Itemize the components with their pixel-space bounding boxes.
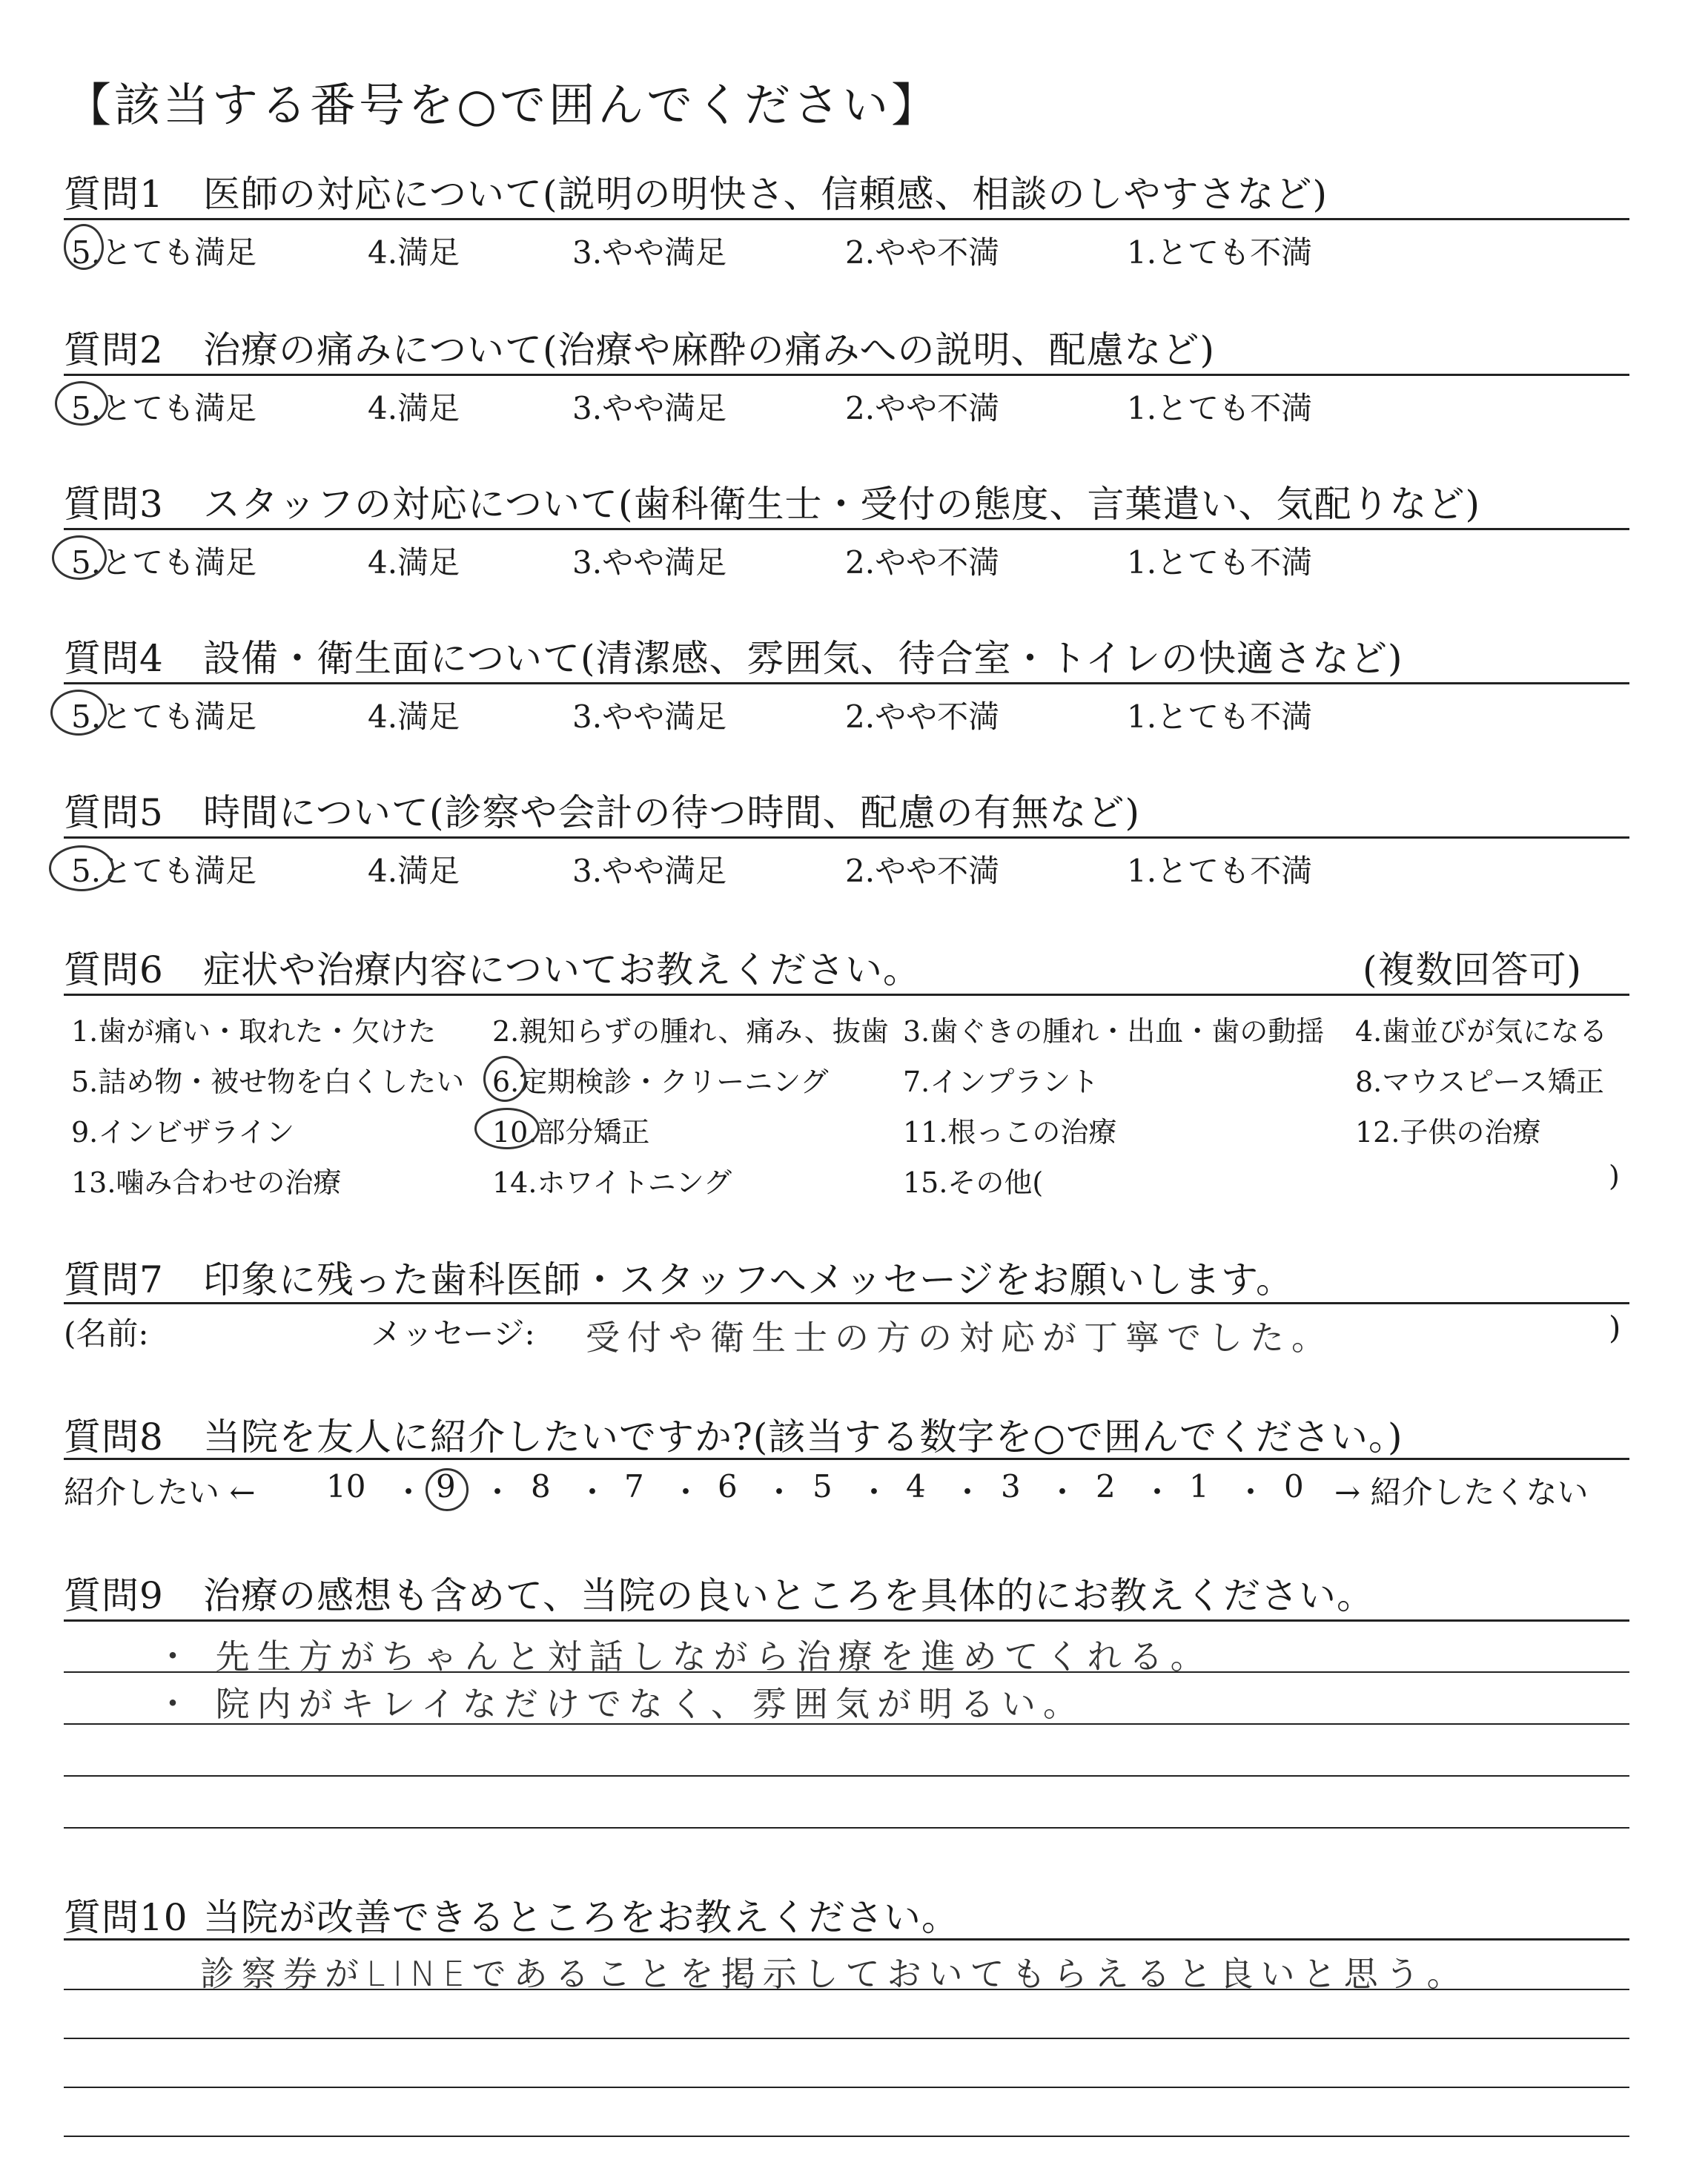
q1-selection-circle <box>64 224 104 270</box>
question-8-number: 質問8 <box>64 1416 164 1459</box>
q6-option-5[interactable]: 5.詰め物・被せ物を白くしたい <box>71 1066 465 1098</box>
question-9 <box>64 1566 1374 1619</box>
q4-option-2[interactable]: 2.やや不満 <box>845 698 1000 735</box>
question-7-number: 質問7 <box>64 1258 164 1301</box>
q6-option-14[interactable]: 14.ホワイトニング <box>492 1166 732 1199</box>
q8-score-1[interactable]: 1 <box>1189 1468 1209 1505</box>
question-9-text: 治療の感想も含めて、当院の良いところを具体的にお教えください。 <box>203 1574 1374 1617</box>
q4-option-1[interactable]: 1.とても不満 <box>1127 698 1313 735</box>
q6-option-13[interactable]: 13.噛み合わせの治療 <box>71 1166 342 1199</box>
q6-selection-circle-6 <box>483 1056 526 1102</box>
q8-dot: ・ <box>1235 1474 1267 1510</box>
q3-option-1[interactable]: 1.とても不満 <box>1127 544 1313 581</box>
q8-dot: ・ <box>952 1474 984 1510</box>
form-title: 【該当する番号を○で囲んでください】 <box>65 78 941 132</box>
q4-option-5[interactable]: 5.とても満足 <box>71 698 257 735</box>
question-7 <box>64 1250 1294 1304</box>
question-9-rule <box>64 1619 1629 1622</box>
q6-option-7[interactable]: 7.インプラント <box>903 1066 1099 1098</box>
q10-answer-rule <box>64 2038 1629 2039</box>
q6-other-close-paren: ) <box>1609 1160 1620 1192</box>
question-2-rule <box>64 374 1629 376</box>
question-6-rule <box>64 994 1629 996</box>
q3-option-3[interactable]: 3.やや満足 <box>572 544 727 581</box>
question-5-number: 質問5 <box>64 791 164 834</box>
q8-dot: ・ <box>1142 1474 1174 1510</box>
question-3 <box>64 475 1480 528</box>
question-4-text: 設備・衛生面について(清潔感、雰囲気、待合室・トイレの快適さなど) <box>203 637 1403 680</box>
q8-dot: ・ <box>858 1474 890 1510</box>
q6-option-1[interactable]: 1.歯が痛い・取れた・欠けた <box>71 1015 437 1048</box>
q10-answer-rule <box>64 2136 1629 2137</box>
q6-option-8[interactable]: 8.マウスピース矯正 <box>1355 1066 1604 1098</box>
q7-message-label: メッセージ: <box>371 1315 535 1352</box>
q4-selection-circle <box>50 690 107 736</box>
q6-selection-circle-10 <box>474 1108 540 1149</box>
q6-option-2[interactable]: 2.親知らずの腫れ、痛み、抜歯 <box>492 1015 889 1048</box>
question-1-number: 質問1 <box>64 173 164 216</box>
q6-option-15[interactable]: 15.その他( <box>903 1166 1044 1199</box>
q2-selection-circle <box>55 381 108 426</box>
q1-option-5[interactable]: 5.とても満足 <box>71 234 257 271</box>
q2-option-3[interactable]: 3.やや満足 <box>572 390 727 426</box>
q9-answer-line-2[interactable]: ・ 院内がキレイなだけでなく、雰囲気が明るい。 <box>156 1684 1085 1724</box>
q5-option-5[interactable]: 5.とても満足 <box>71 853 257 889</box>
question-5-rule <box>64 836 1629 839</box>
q3-option-2[interactable]: 2.やや不満 <box>845 544 1000 581</box>
question-6-number: 質問6 <box>64 948 164 991</box>
q10-answer-line-1[interactable]: 診察券がLINEであることを掲示しておいてもらえると良いと思う。 <box>200 1954 1469 1994</box>
q2-option-5[interactable]: 5.とても満足 <box>71 390 257 426</box>
q5-option-3[interactable]: 3.やや満足 <box>572 853 727 889</box>
question-2 <box>64 320 1215 374</box>
q9-answer-line-1[interactable]: ・ 先生方がちゃんと対話しながら治療を進めてくれる。 <box>156 1636 1212 1677</box>
question-5 <box>64 783 1140 836</box>
q3-option-5[interactable]: 5.とても満足 <box>71 544 257 581</box>
q8-score-0[interactable]: 0 <box>1284 1468 1304 1505</box>
q6-option-10[interactable]: 10.部分矯正 <box>492 1116 650 1149</box>
q4-option-4[interactable]: 4.満足 <box>368 698 460 735</box>
q5-option-1[interactable]: 1.とても不満 <box>1127 853 1313 889</box>
question-1 <box>64 165 1328 218</box>
question-7-rule <box>64 1302 1629 1304</box>
q8-dot: ・ <box>393 1474 425 1510</box>
q8-score-4[interactable]: 4 <box>906 1468 926 1505</box>
q6-option-3[interactable]: 3.歯ぐきの腫れ・出血・歯の動揺 <box>903 1015 1325 1048</box>
question-6-text: 症状や治療内容についてお教えください。 <box>203 948 921 991</box>
question-2-number: 質問2 <box>64 328 164 371</box>
q8-right-label: → 紹介したくない <box>1334 1474 1589 1510</box>
q7-name-label: (名前: <box>64 1315 149 1352</box>
q9-answer-rule <box>64 1775 1629 1777</box>
q8-score-10[interactable]: 10 <box>326 1468 366 1505</box>
q7-close-paren: ) <box>1609 1309 1621 1346</box>
question-8-rule <box>64 1458 1629 1460</box>
question-4-number: 質問4 <box>64 637 164 680</box>
q2-option-2[interactable]: 2.やや不満 <box>845 390 1000 426</box>
q10-answer-rule <box>64 1989 1629 1990</box>
q1-option-2[interactable]: 2.やや不満 <box>845 234 1000 271</box>
question-6-note: (複数回答可) <box>1363 948 1583 991</box>
q2-option-4[interactable]: 4.満足 <box>368 390 460 426</box>
q8-left-label: 紹介したい ← <box>64 1474 256 1510</box>
q2-option-1[interactable]: 1.とても不満 <box>1127 390 1313 426</box>
q8-dot: ・ <box>482 1474 514 1510</box>
question-10-number: 質問10 <box>64 1896 188 1939</box>
q3-selection-circle <box>52 535 107 580</box>
q5-option-4[interactable]: 4.満足 <box>368 853 460 889</box>
q6-option-11[interactable]: 11.根っこの治療 <box>903 1116 1117 1149</box>
q5-option-2[interactable]: 2.やや不満 <box>845 853 1000 889</box>
question-4 <box>64 629 1403 682</box>
question-3-rule <box>64 528 1629 530</box>
question-4-rule <box>64 682 1629 684</box>
question-6 <box>64 940 921 994</box>
question-3-number: 質問3 <box>64 483 164 526</box>
q7-handwritten-message[interactable]: 受付や衛生士の方の対応が丁寧でした。 <box>586 1318 1333 1358</box>
q9-answer-rule <box>64 1671 1629 1673</box>
q8-selection-circle <box>426 1468 469 1511</box>
question-10-text: 当院が改善できるところをお教えください。 <box>203 1896 959 1939</box>
question-1-rule <box>64 218 1629 220</box>
q1-option-1[interactable]: 1.とても不満 <box>1127 234 1313 271</box>
q8-score-6[interactable]: 6 <box>718 1468 738 1505</box>
question-9-number: 質問9 <box>64 1574 164 1617</box>
question-10 <box>64 1888 959 1941</box>
q6-option-4[interactable]: 4.歯並びが気になる <box>1355 1015 1608 1048</box>
q8-dot: ・ <box>670 1474 702 1510</box>
question-10-rule <box>64 1938 1629 1941</box>
q6-option-9[interactable]: 9.インビザライン <box>71 1116 295 1149</box>
q8-score-3[interactable]: 3 <box>1001 1468 1021 1505</box>
q8-score-5[interactable]: 5 <box>812 1468 833 1505</box>
question-8 <box>64 1407 1403 1461</box>
q8-dot: ・ <box>1047 1474 1079 1510</box>
question-3-text: スタッフの対応について(歯科衛生士・受付の態度、言葉遣い、気配りなど) <box>203 483 1481 526</box>
q9-answer-rule <box>64 1827 1629 1829</box>
q1-option-4[interactable]: 4.満足 <box>368 234 460 271</box>
q8-dot: ・ <box>764 1474 795 1510</box>
q8-score-9[interactable]: 9 <box>436 1468 456 1505</box>
q1-option-3[interactable]: 3.やや満足 <box>572 234 727 271</box>
q8-score-8[interactable]: 8 <box>531 1468 551 1505</box>
q5-selection-circle <box>49 845 114 891</box>
q9-answer-rule <box>64 1723 1629 1725</box>
q6-option-12[interactable]: 12.子供の治療 <box>1355 1116 1541 1149</box>
q8-dot: ・ <box>577 1474 609 1510</box>
question-2-text: 治療の痛みについて(治療や麻酔の痛みへの説明、配慮など) <box>203 328 1216 371</box>
q8-score-2[interactable]: 2 <box>1096 1468 1116 1505</box>
q4-option-3[interactable]: 3.やや満足 <box>572 698 727 735</box>
question-7-text: 印象に残った歯科医師・スタッフへメッセージをお願いします。 <box>203 1258 1294 1301</box>
q8-score-7[interactable]: 7 <box>624 1468 644 1505</box>
question-1-text: 医師の対応について(説明の明快さ、信頼感、相談のしやすさなど) <box>203 173 1328 216</box>
question-8-text: 当院を友人に紹介したいですか?(該当する数字を○で囲んでください。) <box>203 1416 1403 1459</box>
question-5-text: 時間について(診察や会計の待つ時間、配慮の有無など) <box>203 791 1141 834</box>
q6-option-6[interactable]: 6.定期検診・クリーニング <box>492 1066 829 1098</box>
q10-answer-rule <box>64 2087 1629 2088</box>
q3-option-4[interactable]: 4.満足 <box>368 544 460 581</box>
